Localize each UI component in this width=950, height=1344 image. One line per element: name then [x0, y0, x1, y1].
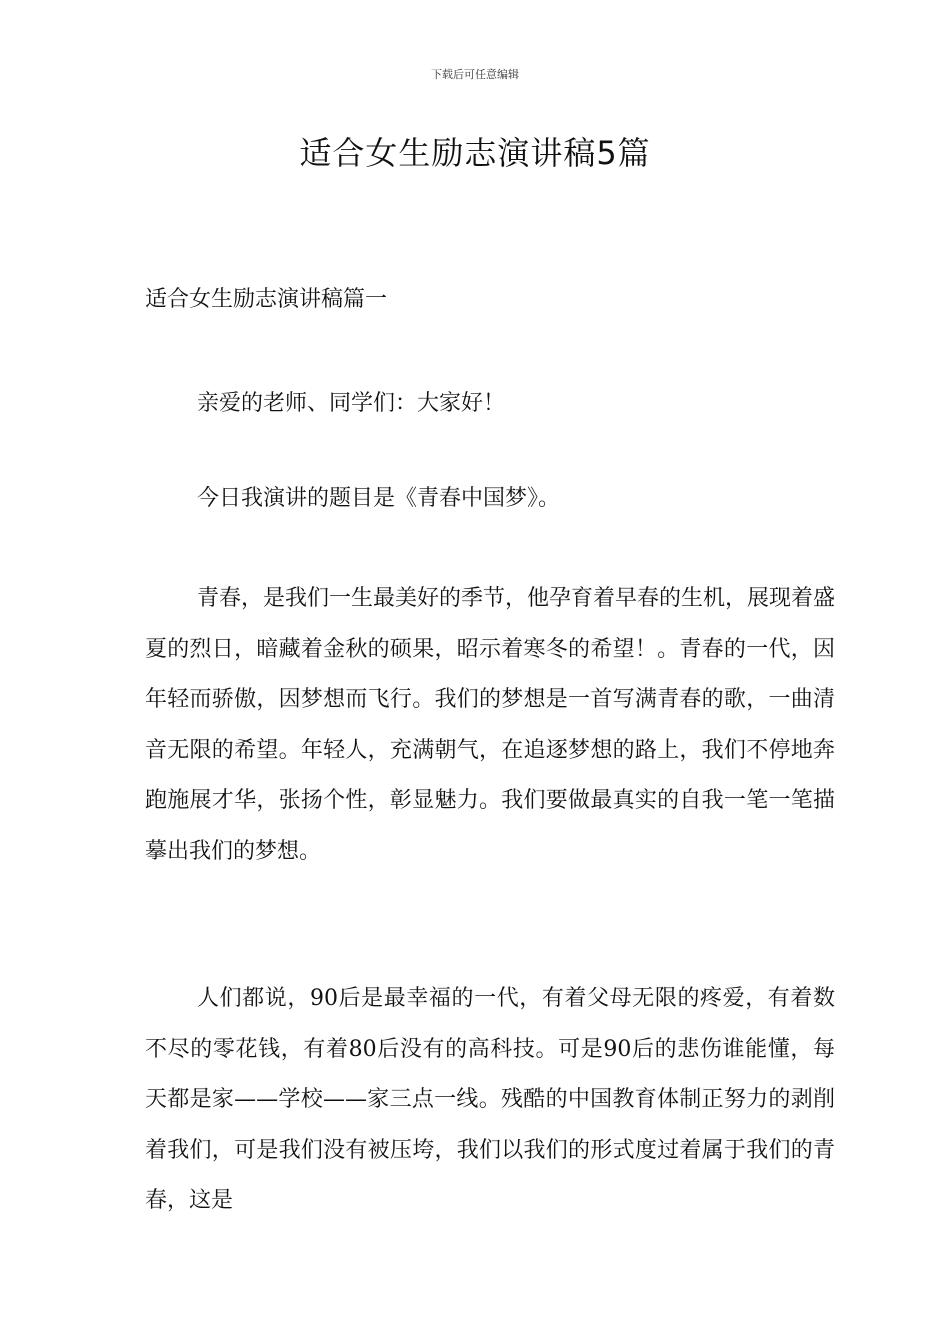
section-heading: 适合女生励志演讲稿篇一	[145, 287, 388, 312]
paragraph-youth: 青春，是我们一生最美好的季节，他孕育着早春的生机，展现着盛夏的烈日，暗藏着金秋的硕果，昭示着寒冬的希望！。青春的一代，因年轻而骄傲，因梦想而飞行。我们的梦想是一首写满青春的歌，一曲清音无限的希望。年轻人，充满朝气，在追逐梦想的路上，我们不停地奔跑施展才华，张扬个性，彰显魅力。我们要做最真实的自我一笔一笔描摹出我们的梦想。	[145, 586, 836, 864]
page-header-note: 下载后可任意编辑	[431, 68, 519, 81]
paragraph-post90s: 人们都说，90后是最幸福的一代，有着父母无限的疼爱，有着数不尽的零花钱，有着80后没有的高科技。可是90后的悲伤谁能懂，每天都是家——学校——家三点一线。残酷的中国教育体制正努力的剥削着我们，可是我们没有被压垮，我们以我们的形式度过着属于我们的青春，这是	[145, 986, 835, 1213]
document-title: 适合女生励志演讲稿5篇	[299, 134, 651, 172]
paragraph-greeting: 亲爱的老师、同学们：大家好！	[197, 391, 506, 416]
paragraph-topic: 今日我演讲的题目是《青春中国梦》。	[197, 486, 561, 511]
